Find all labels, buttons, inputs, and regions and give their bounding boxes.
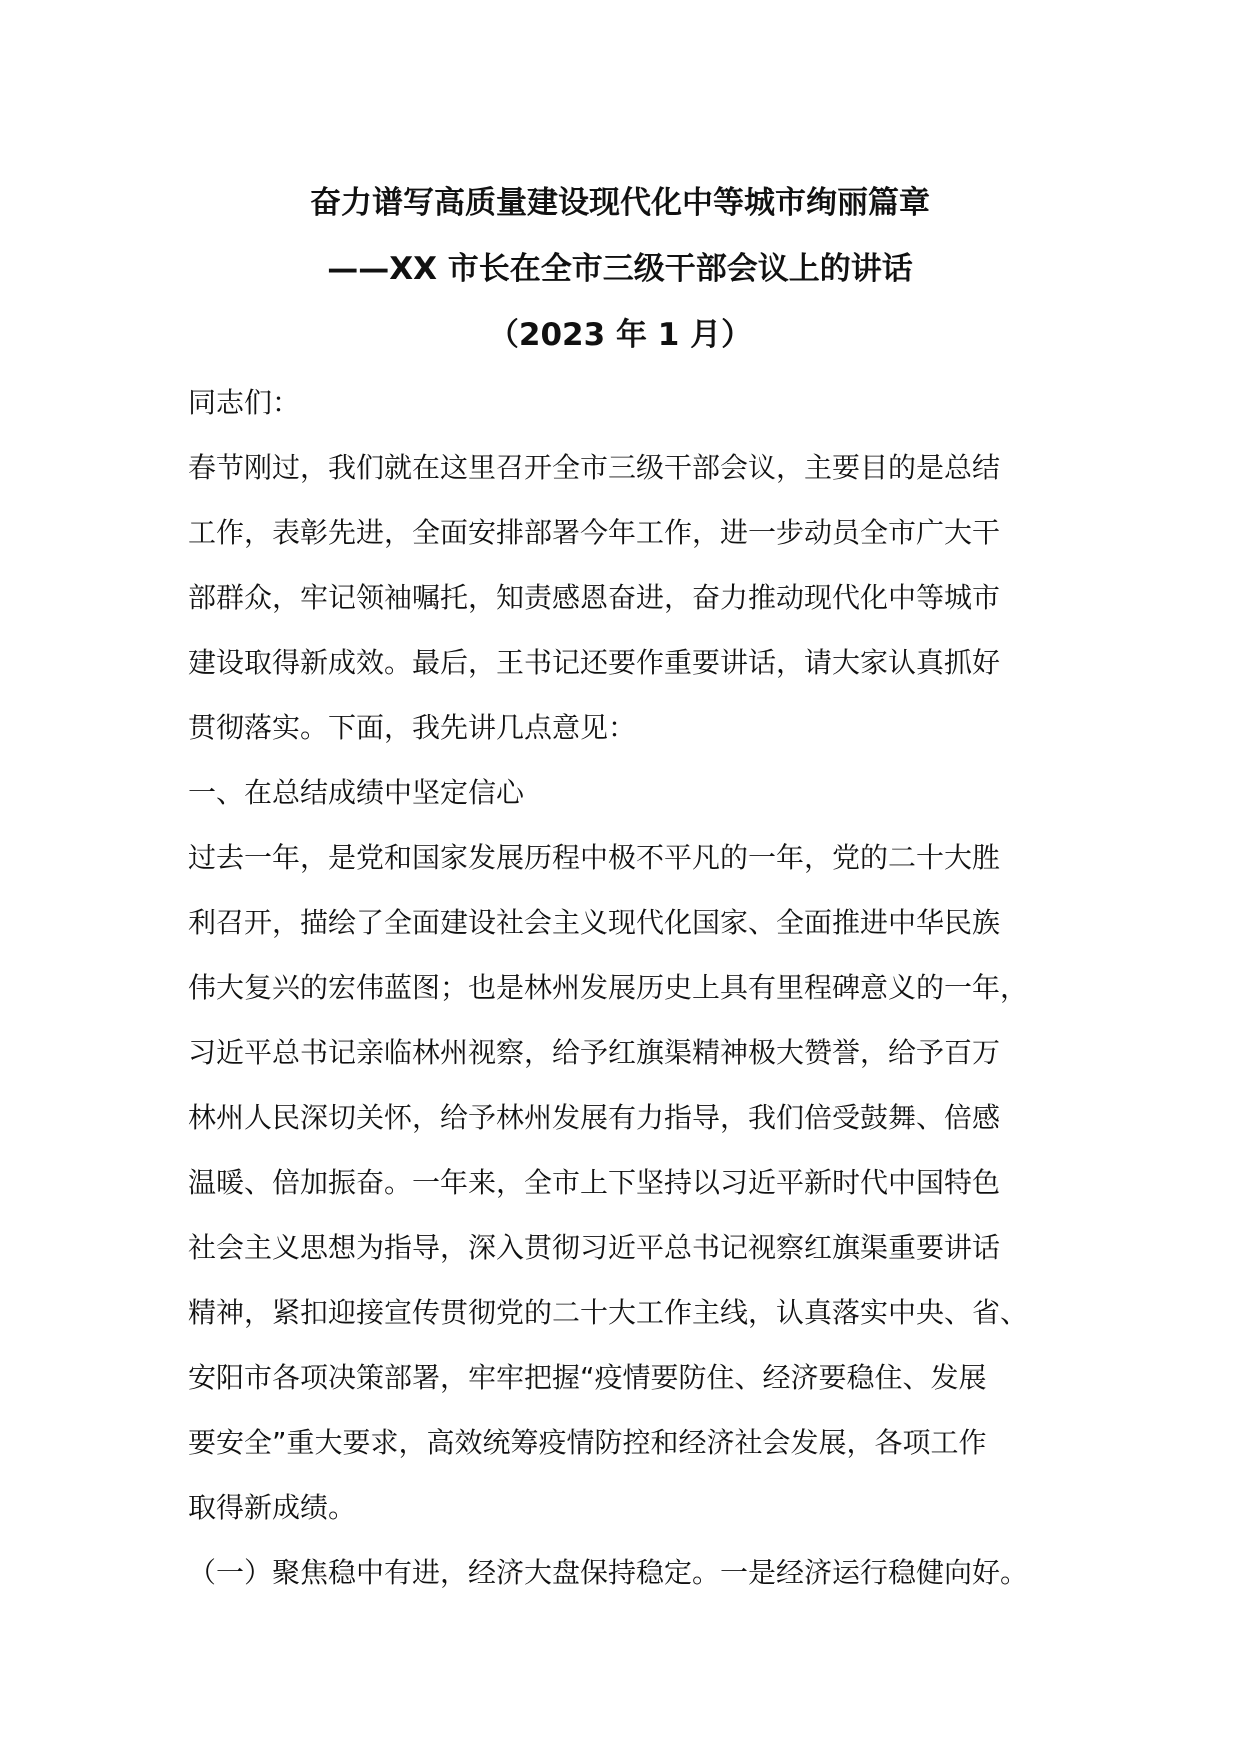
document-title: 奋力谱写高质量建设现代化中等城市绚丽篇章 (310, 185, 930, 221)
body-line: 习近平总书记亲临林州视察，给予红旗渠精神极大赞誉，给予百万 (188, 1036, 1001, 1069)
document-body (188, 370, 1088, 1605)
body-line: 伟大复兴的宏伟蓝图；也是林州发展历史上具有里程碑意义的一年， (188, 971, 1029, 1004)
body-line: 温暖、倍加振奋。一年来，全市上下坚持以习近平新时代中国特色 (188, 1166, 1001, 1199)
salutation: 同志们： (188, 386, 301, 419)
body-line: 利召开，描绘了全面建设社会主义现代化国家、全面推进中华民族 (188, 906, 1001, 939)
subsection-heading: （一）聚焦稳中有进，经济大盘保持稳定。一是经济运行稳健向好。 (188, 1556, 1029, 1589)
body-line: 要安全”重大要求，高效统筹疫情防控和经济社会发展，各项工作 (188, 1426, 987, 1459)
body-line: 工作，表彰先进，全面安排部署今年工作，进一步动员全市广大干 (188, 516, 1001, 549)
body-line: 林州人民深切关怀，给予林州发展有力指导，我们倍受鼓舞、倍感 (188, 1101, 1001, 1134)
body-line: 春节刚过，我们就在这里召开全市三级干部会议，主要目的是总结 (188, 451, 1001, 484)
body-line: 部群众，牢记领袖嘱托，知责感恩奋进，奋力推动现代化中等城市 (188, 581, 1001, 614)
document-date: （2023 年 1 月） (487, 317, 753, 353)
body-line: 精神，紧扣迎接宣传贯彻党的二十大工作主线，认真落实中央、省、 (188, 1296, 1029, 1329)
body-line: 建设取得新成效。最后，王书记还要作重要讲话，请大家认真抓好 (188, 646, 1001, 679)
section-heading: 一、在总结成绩中坚定信心 (188, 776, 525, 809)
body-line: 过去一年，是党和国家发展历程中极不平凡的一年，党的二十大胜 (188, 841, 1001, 874)
body-line: 社会主义思想为指导，深入贯彻习近平总书记视察红旗渠重要讲话 (188, 1231, 1001, 1264)
document-subtitle: ——XX 市长在全市三级干部会议上的讲话 (327, 251, 913, 287)
title-block (0, 170, 1240, 368)
body-line: 取得新成绩。 (188, 1491, 357, 1524)
body-line: 安阳市各项决策部署，牢牢把握“疫情要防住、经济要稳住、发展 (188, 1361, 987, 1394)
body-line: 贯彻落实。下面，我先讲几点意见： (188, 711, 637, 744)
